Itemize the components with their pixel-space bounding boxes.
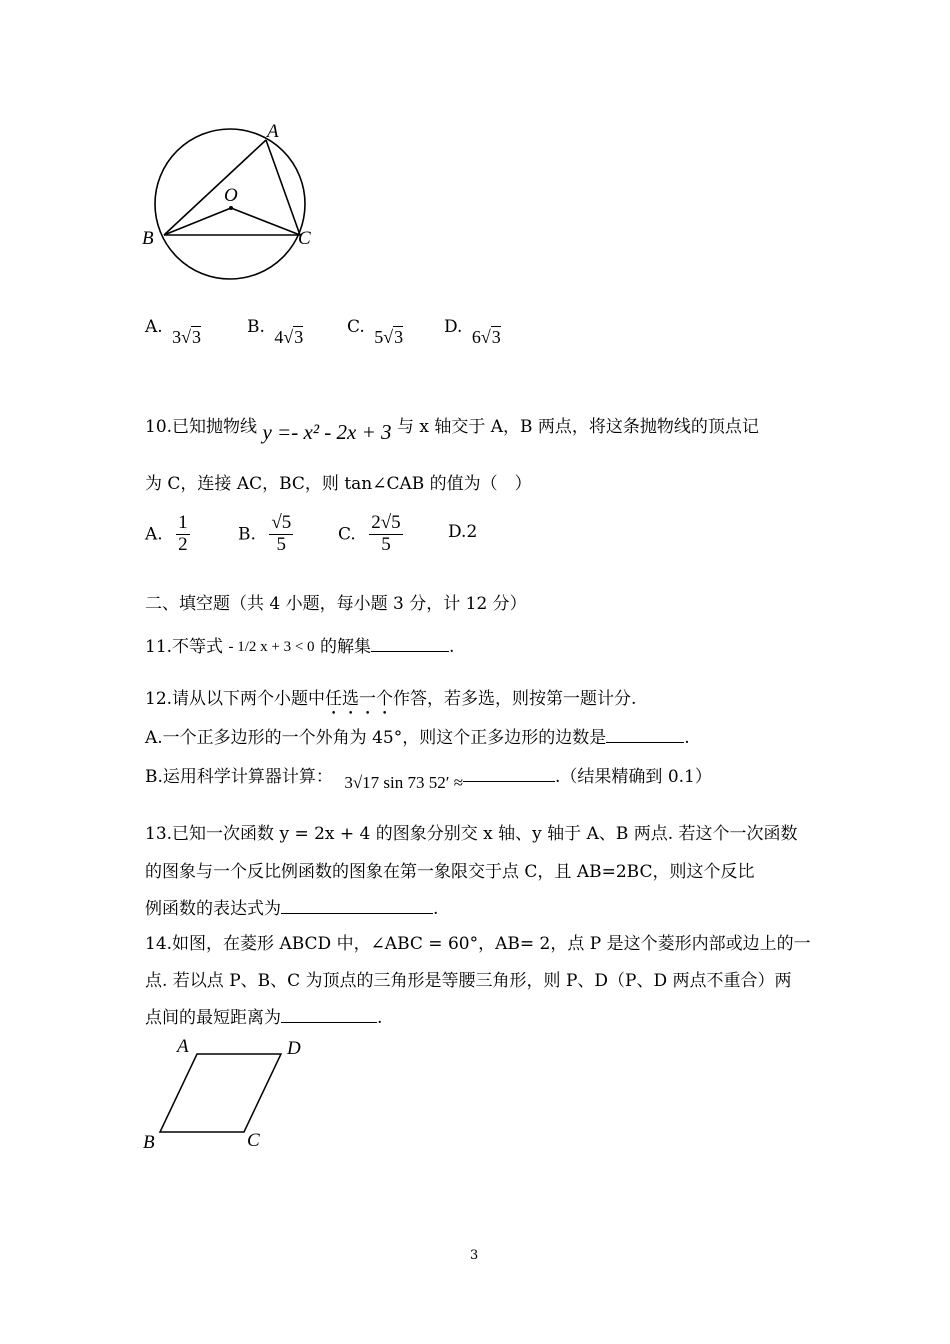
option-value: 5√3: [374, 327, 404, 347]
label-c: C: [247, 1130, 260, 1151]
option-letter: C.: [347, 317, 365, 337]
fraction: $\frac{2√5}{5}$: [371, 512, 401, 555]
q14-line1: 14.如图，在菱形 ABCD 中，∠ABC = 60°，AB= 2，点 P 是这个菱形内部或边上的一: [145, 934, 811, 954]
q12-part-a: A.一个正多边形的一个外角为 45°，则这个正多边形的边数是 .: [145, 728, 690, 748]
option-letter: B.: [247, 317, 265, 337]
q13-line1: 13.已知一次函数 y = 2x + 4 的图象分别交 x 轴、y 轴于 A、B 两点. 若这个一次函数: [145, 824, 798, 844]
q12-formula: 3√17 sin 73 52′ ≈: [344, 773, 464, 792]
answer-blank[interactable]: [281, 899, 433, 914]
q9-option-a[interactable]: [145, 316, 201, 347]
label-a: A: [177, 1036, 189, 1057]
answer-blank[interactable]: [281, 1008, 377, 1023]
label-o: O: [224, 185, 238, 206]
rhombus-abcd: [160, 1054, 281, 1132]
fraction: $\frac{√5}{5}$: [271, 512, 292, 555]
q10-option-b[interactable]: B. $\frac{√5}{5}$: [238, 512, 292, 555]
q9-option-c[interactable]: [347, 316, 404, 347]
answer-blank[interactable]: [463, 767, 555, 782]
q10-option-c[interactable]: C. $\frac{2√5}{5}$: [338, 512, 401, 555]
option-value: 6√3: [471, 327, 501, 347]
label-d: D: [287, 1038, 301, 1059]
option-value: 4√3: [274, 327, 304, 347]
segment-ac: [266, 140, 300, 235]
segment-ab: [164, 140, 266, 235]
page-number: 3: [470, 1248, 479, 1263]
q9-option-b[interactable]: [247, 316, 304, 347]
segment-ob: [164, 208, 231, 235]
emphasis-text: 任选一个: [325, 689, 394, 709]
q14-line2: 点. 若以点 P、B、C 为顶点的三角形是等腰三角形，则 P、D（P、D 两点不重合）两: [145, 971, 792, 991]
label-b: B: [143, 1132, 155, 1153]
q11-formula: - 1/2 x + 3 < 0: [228, 639, 315, 655]
segment-oc: [231, 208, 300, 235]
q10-line1: 10.已知抛物线 y =- x² - 2x + 3 与 x 轴交于 A，B 两点，将这条抛物线的顶点记: [145, 417, 759, 444]
label-b: B: [142, 228, 154, 249]
q12-part-b: B.运用科学计算器计算： 3√17 sin 73 52′ ≈ .（结果精确到 0.1）: [145, 767, 712, 792]
q10-line2: 为 C，连接 AC，BC，则 tan∠CAB 的值为（ ）: [145, 474, 532, 494]
option-letter: D.: [444, 317, 463, 337]
answer-blank[interactable]: [371, 637, 449, 652]
q10-formula: y =- x² - 2x + 3: [262, 420, 392, 444]
q13-line3: 例函数的表达式为 .: [145, 899, 439, 919]
q11: 11.不等式 - 1/2 x + 3 < 0 的解集 .: [145, 637, 455, 657]
option-letter: A.: [145, 317, 163, 337]
label-a: A: [267, 121, 279, 142]
fraction: $\frac{1}{2}$: [178, 512, 188, 555]
section-title: 二、填空题（共 4 小题，每小题 3 分，计 12 分）: [145, 594, 527, 614]
q9-option-d[interactable]: [444, 316, 501, 347]
q13-line2: 的图象与一个反比例函数的图象在第一象限交于点 C，且 AB=2BC，则这个反比: [145, 862, 755, 882]
q12-stem: 12.请从以下两个小题中任选一个作答，若多选，则按第一题计分.: [145, 689, 637, 709]
answer-blank[interactable]: [606, 728, 684, 743]
q10-option-a[interactable]: A. $\frac{1}{2}$: [145, 512, 188, 555]
label-c: C: [298, 228, 311, 249]
option-value: 3√3: [172, 327, 201, 347]
q10-option-d[interactable]: D.2: [448, 522, 478, 542]
q14-line3: 点间的最短距离为 .: [145, 1008, 383, 1028]
